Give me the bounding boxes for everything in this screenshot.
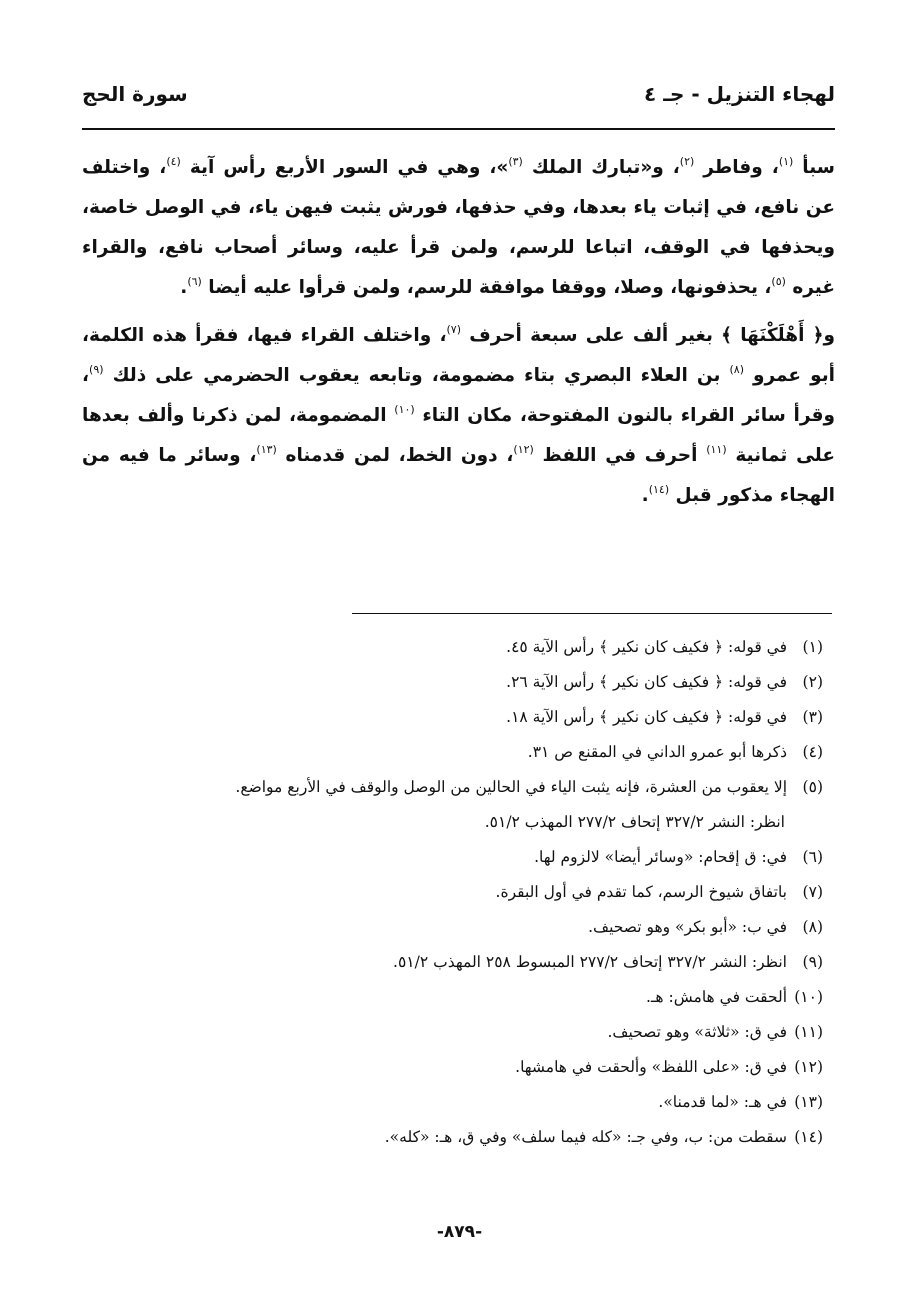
footnote-text: في هـ: «لما قدمنا». xyxy=(658,1093,787,1111)
text-run: ، و«تبارك الملك xyxy=(522,157,680,178)
footnote-ref: (١٣) xyxy=(256,443,277,456)
text-run: المضمومة، لمن ذكرنا وألف بعدها على ثمانية xyxy=(82,405,835,466)
footnote-number: (٢) xyxy=(802,673,823,691)
footnote-number: (٧) xyxy=(802,883,823,901)
footnote-8 xyxy=(82,910,823,945)
footnote-text: ألحقت في هامش: هـ. xyxy=(645,988,787,1006)
text-run: »، وهي في السور الأربع رأس آية xyxy=(180,157,509,178)
footnotes xyxy=(82,630,823,1155)
footnote-13 xyxy=(82,1085,823,1120)
footnote-number: (٦) xyxy=(802,848,823,866)
text-run: ، وسائر ما فيه من الهجاء مذكور قبل xyxy=(82,445,835,506)
footnote-text: في ق: «ثلاثة» وهو تصحيف. xyxy=(607,1023,787,1041)
footnote-ref: (٧) xyxy=(446,323,461,336)
footnote-ref: (١٢) xyxy=(513,443,534,456)
footnote-5-continuation: انظر: النشر ٣٢٧/٢ إتحاف ٢٧٧/٢ المهذب ٥١/٢. xyxy=(484,813,785,831)
footnote-text: ذكرها أبو عمرو الداني في المقنع ص ٣١. xyxy=(527,743,787,761)
text-run: ، واختلف القراء فيها، فقرأ هذه الكلمة، أبو عمرو xyxy=(82,325,835,386)
footnote-11 xyxy=(82,1015,823,1050)
surah-title: سورة الحج xyxy=(82,82,188,106)
footnote-10 xyxy=(82,980,823,1015)
footnote-text: باتفاق شيوخ الرسم، كما تقدم في أول البقرة. xyxy=(495,883,787,901)
footnote-text: في قوله: ﴿ فكيف كان نكير ﴾ رأس الآية ١٨. xyxy=(506,708,787,726)
text-run: ، يحذفونها، وصلا، ووقفا موافقة للرسم، ولمن قرأوا عليه أيضا xyxy=(201,277,772,298)
paragraph-1 xyxy=(82,148,835,308)
header-rule xyxy=(82,128,835,130)
footnote-number: (٥) xyxy=(802,778,823,796)
footnote-ref: (١) xyxy=(778,155,794,168)
footnote-ref: (١٤) xyxy=(648,483,670,496)
text-run: ، دون الخط، لمن قدمناه xyxy=(276,445,514,466)
footnote-text: في ق: «على اللفظ» وألحقت في هامشها. xyxy=(515,1058,787,1076)
page-number: -٨٧٩- xyxy=(436,1222,483,1242)
footnote-number: (١٤) xyxy=(794,1128,823,1146)
footnote-5 xyxy=(82,770,823,805)
text-run: أحرف في اللفظ xyxy=(533,445,707,466)
footnote-3 xyxy=(82,700,823,735)
footnote-7 xyxy=(82,875,823,910)
footnote-number: (١٠) xyxy=(794,988,823,1006)
text-run: و﴿ أَهْلَكْنَهَا ﴾ بغير ألف على سبعة أحرف xyxy=(460,325,835,346)
footnote-12 xyxy=(82,1050,823,1085)
footnote-number: (١٢) xyxy=(794,1058,823,1076)
footnote-4 xyxy=(82,735,823,770)
text-run: ، واختلف عن نافع، في إثبات ياء بعدها، وفي حذفها، فورش يثبت فيهن ياء، في الوصل خاصة، ويحذفها في الوقف، اتباعا للرسم، ولمن قرأ عليه، وسائر أصحاب نافع، والقراء غيره xyxy=(82,157,835,298)
footnote-ref: (١١) xyxy=(706,443,727,456)
footnote-number: (١) xyxy=(802,638,823,656)
footnote-number: (٨) xyxy=(802,918,823,936)
footnote-text: إلا يعقوب من العشرة، فإنه يثبت الياء في الحالين من الوصل والوقف في الأربع مواضع. xyxy=(235,778,787,796)
footnote-number: (١٣) xyxy=(794,1093,823,1111)
footnote-2 xyxy=(82,665,823,700)
footnote-ref: (١٠) xyxy=(394,403,415,416)
main-text xyxy=(82,148,835,516)
footnote-ref: (٣) xyxy=(508,155,523,168)
footnote-9 xyxy=(82,945,823,980)
footnote-text: سقطت من: ب، وفي جـ: «كله فيما سلف» وفي ق، هـ: «كله». xyxy=(384,1128,787,1146)
footnote-ref: (٦) xyxy=(187,275,202,288)
footnote-number: (٤) xyxy=(802,743,823,761)
footnote-number: (٣) xyxy=(802,708,823,726)
footnote-14 xyxy=(82,1120,823,1155)
footnote-text: في قوله: ﴿ فكيف كان نكير ﴾ رأس الآية ٤٥. xyxy=(506,638,787,656)
footnote-ref: (٨) xyxy=(729,363,744,376)
book-title: لهجاء التنزيل - جـ ٤ xyxy=(644,82,835,106)
footnote-text: في: ق إقحام: «وسائر أيضا» لالزوم لها. xyxy=(534,848,787,866)
running-head xyxy=(82,82,835,122)
footnote-number: (١١) xyxy=(794,1023,823,1041)
footnote-ref: (٩) xyxy=(89,363,104,376)
text-run: بن العلاء البصري بتاء مضمومة، وتابعه يعقوب الحضرمي على ذلك xyxy=(103,365,730,386)
footnote-text: في قوله: ﴿ فكيف كان نكير ﴾ رأس الآية ٢٦. xyxy=(506,673,787,691)
footnote-separator xyxy=(352,613,832,614)
text-run: ، وقرأ سائر القراء بالنون المفتوحة، مكان التاء xyxy=(82,365,835,426)
text-run: سبأ xyxy=(793,157,836,178)
footnote-1 xyxy=(82,630,823,665)
footnote-ref: (٥) xyxy=(771,275,786,288)
footnote-text: انظر: النشر ٣٢٧/٢ إتحاف ٢٧٧/٢ المبسوط ٢٥٨ المهذب ٥١/٢. xyxy=(393,953,787,971)
footnote-6 xyxy=(82,840,823,875)
footnote-text: في ب: «أبو بكر» وهو تصحيف. xyxy=(588,918,787,936)
paragraph-2 xyxy=(82,316,835,516)
footnote-ref: (٢) xyxy=(679,155,695,168)
footnote-ref: (٤) xyxy=(166,155,181,168)
text-run: ، وفاطر xyxy=(694,157,779,178)
text-run: . xyxy=(641,485,649,506)
footnote-number: (٩) xyxy=(802,953,823,971)
text-run: . xyxy=(180,277,188,298)
